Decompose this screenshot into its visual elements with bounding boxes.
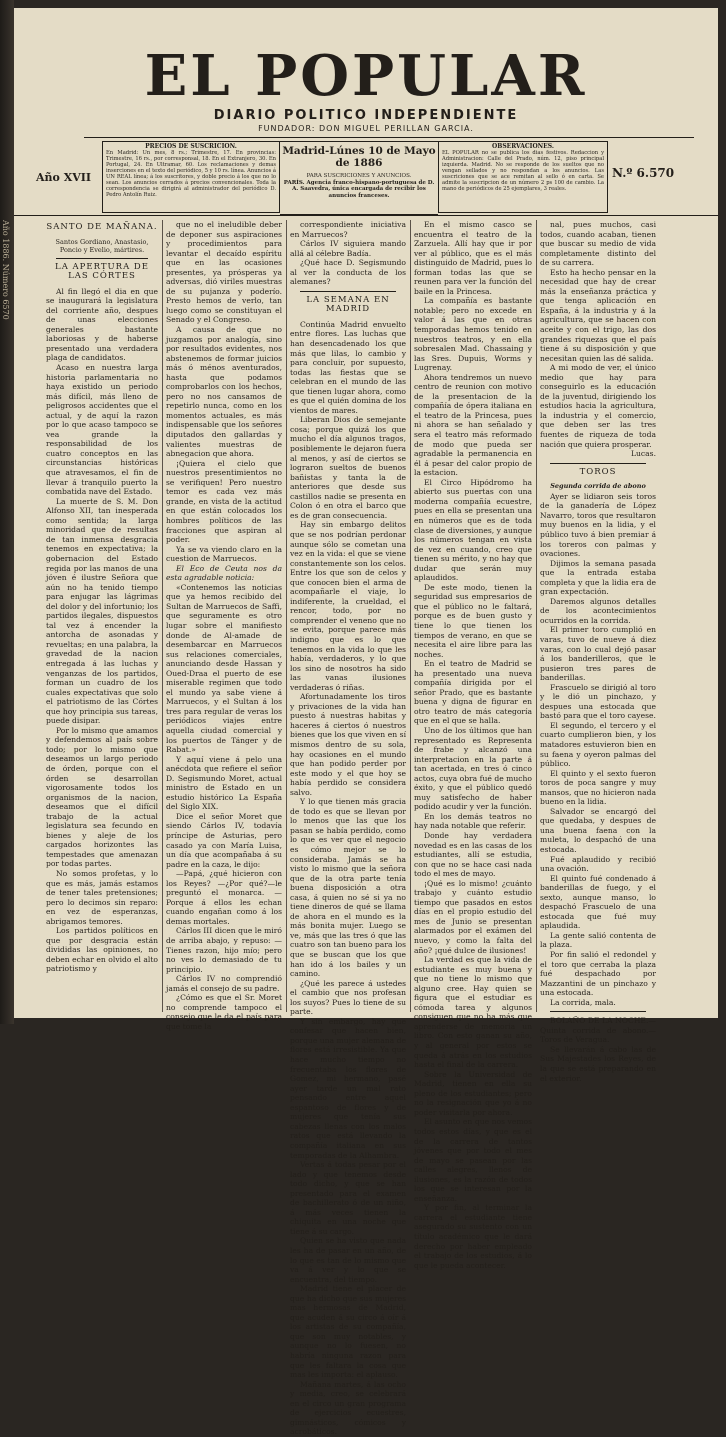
- col5-footer: Se llevarán á cabo las de Sus Majestades los Reyes, de la que se está preparando en el exterior.: [540, 1044, 656, 1083]
- subscription-box: [102, 141, 280, 213]
- col2-paragraph: ¡Quiera el cielo que nuestros presentimientos no se verifiquen! Pero nuestro temor es cada vez más grande, en vista de la actitud en que están colocados los hombres políticos de las fracciones que aspiran al poder.: [166, 458, 282, 545]
- col1-paragraph: La muerte de S. M. Don Alfonso XII, tan inesperada como sentida; la larga minoridad que de resultas de tan inmensa desgracia tenemos en expectativa; la gobernacion del Estado regida por las manos de una jóven é ilustre Señora que aún no ha tenido tiempo para enjugar las lágrimas del dolor y del infortunio; los partidos ilegales, dispuestos tal vez á encender la antorcha de asonadas y revueltas; en una palabra, la gravedad de la nacion entregada á las luchas y venganzas de los partidos, forman un cuadro de los cuales expectativas que solo el patriotismo de las Córtes que hoy principia sus tareas, puede disipar.: [46, 496, 158, 726]
- col3-paragraph: Hay sin embargo delitos que se nos podrían perdonar aunque sólo se cometan una vez en la vida: el que se viene constantemente son los celos. Entre los que son de celos y que conocen bien el arma de acompañarle el viaje, lo indiferente, la crueldad, el rencor, todo, por no comprender el veneno que no se evita, porque parece más indigno que es lo que tenemos en la vida lo que les había, verdaderos, y lo que los sino de nosotros ha sido las vanas ilusiones verdaderas ó riñas.: [290, 520, 406, 692]
- col4-paragraph: Donde hay verdadera novedad es en las casas de los estudiantes, allí se estudia, con que no se hace casi nada todo el mes de mayo.: [414, 831, 532, 879]
- column-rule: [410, 220, 411, 1012]
- masthead-subtitle: DIARIO POLITICO INDEPENDIENTE: [213, 108, 519, 123]
- col3-paragraph: ¿Qué les parece á ustedes el cambio que nos profesan los suyos? Pues lo tiene de su parte.: [290, 978, 406, 1017]
- col4-paragraph: La verdad es que la vida de estudiante es muy buena y que no tiene lo mismo que alguno cree. Hay quien se figura que el estudiar es cómoda tarea y algunos consiguen que no ha más que aprenderse de memoria un libro. Con esto ganan su año, y al general por estos se queda á atrás en los estudios hasta el final de la carrera.: [414, 955, 532, 1070]
- article-heading-cortes: LA APERTURA DE LAS CÓRTES: [55, 261, 149, 282]
- col3-paragraph: Liberan Dios de semejante cosa; porque quizá los que mucho el día algunos tragos, posiblemente le dejaron fuera al menos, y así de ciertos se lograron sueltos de buenos bañistas y tanta la de anteriores que desde sus castillos nadie se presenta en Colon ó en otra el barco que es de gran consecuencia.: [290, 415, 406, 520]
- col2-paragraph: Cárlos III dicen que le miró de arriba abajo, y repuso: —Tienes razon, hijo mío; pero no ves lo demasiado de tu principio.: [166, 926, 282, 974]
- col2-paragraph: —Papá, ¿qué hicieron con los Reyes? —¿Por qué?—le preguntó el monarca. —Porque á ellos les echan cuando engañan como á los demas mortales.: [166, 869, 282, 926]
- saints-text: Santos Gordiano, Anastasio, Poncio y Evelio, mártires.: [55, 237, 149, 254]
- col4-paragraph: Sobre la Universidad de Madrid, tienen en ella su pleno de los estudiantes; pero no la resignación que yo á no poder visitarla por ahora.: [414, 1069, 532, 1117]
- col5-paragraph: Por fin salió el redondel y el toro que cerraba la plaza fué despachado por Mazzantini de un pinchazo y una estocada.: [540, 950, 656, 998]
- col3-paragraph: Afortunadamente los tiros y privaciones de la vida han puesto á nuestras habitas y haceres á ciertos ó nuestros bienes que los que viven en sí mismos dentro de su sola, hay ocasiones en el mundo que han podido perder por este modo y el que hoy se había perdido se considera salvo.: [290, 692, 406, 797]
- column-2: [166, 220, 282, 1031]
- col4-paragraph: En los demás teatros no hay nada notable que referir.: [414, 811, 532, 831]
- subscription-title: PRECIOS DE SUSCRICION.: [145, 143, 237, 150]
- column-1: [46, 220, 158, 1012]
- col5-paragraph: Frascuelo se dirigió al toro y le dió un pinchazo, y despues una estocada que bastó para que el toro cayese.: [540, 682, 656, 721]
- col5-paragraph: Daremos algunos detalles de los acontecimientos ocurridos en la corrida.: [540, 596, 656, 625]
- issue-number: N.º 6.570: [612, 166, 675, 180]
- paris-agency-note: PARÍS. Agencia franco-hispano-portuguesa de D. A. Saavedra, única encargada de recibir los anuncios franceses.: [283, 179, 435, 199]
- col2-paragraph: Cárlos IV no comprendió jamás el consejo de su padre.: [166, 974, 282, 993]
- col4-paragraph: Ahora tendremos un nuevo centro de reunion con motivo de la presentacion de la compañía de ópera italiana en el teatro de la Princesa, pues ni ahora se han señalado y sera el teatro más reformado de modo que pueda ser agradable la permanencia en él á pesar del calor propio de la estacion.: [414, 372, 532, 478]
- col2-paragraph: Ya se va viendo claro en la cuestion de Marruecos.: [166, 544, 282, 564]
- observations-title: OBSERVACIONES.: [492, 143, 554, 150]
- col5-paragraph: La corrida, mala.: [550, 997, 616, 1007]
- col5-paragraph: Ayer se lidiaron seis toros de la ganadería de López Navarro, toros que resultaron muy buenos en la lidia, y el público tuvo á bien premiar á los toreros con palmas y ovaciones.: [540, 491, 656, 559]
- col3-paragraph: Continúa Madrid envuelto entre flores. Las luchas que han desencadenado los que más que lilas, lo cambio y para concluir, por supuesto, todas las fiestas que se celebran en el mundo de las que tienen lugar ahora, como es que el quién domina de los vientos de mares.: [290, 319, 406, 415]
- article-heading-semana: LA SEMANA EN MADRID: [306, 294, 390, 315]
- date-box: [280, 141, 438, 215]
- column-divider: [550, 1011, 646, 1012]
- col3-paragraph: Y lo que tienen más gracia de todo es que se llevan por lo menos que las que los pasan se había perdido, como lo que es ver que el negocio es cómo mejor se lo consideraba. Jamás se ha visto lo mismo que la señora que de la otra parte tenía buena disposición a otra casa, á quien no sé si ya no tiene dineros de qué se llama de ahora en el mundo es la más bonita mujer. Luego se ve, más que las tres ó que las cuatro son tan bueno para los que se buscan que los que han ido á los bailes y un camino.: [290, 797, 406, 979]
- col3-paragraph: Mañana martes, á las ocho y media, creo, se celebrará en el circo un gran programa de ejercicios ecuestres, gimnásticos, cómicos y acrobáticos.: [290, 1379, 406, 1437]
- col5-paragraph: Salvador se encargó del que quedaba, y despues de una buena faena con la muleta, lo despachó de una estocada.: [540, 806, 656, 854]
- col2-paragraph: «Contenemos las noticias que ya hemos recibido del Sultan de Marruecos de Saffi, que seguramente es otro lugar sobre el manifiesto donde de Al-amade de desembarcar en Marruecos sus relaciones comerciales, anunciando desde Hassan y Oued-Draa el puerto de ese miserable regimen que todo el mundo ya sabe viene á Marruecos, y el Sultan á los tres para regular de veras los periódicos viajes entre aquella ciudad comercial y los puertos de Tánger y de Rabat.»: [166, 582, 282, 755]
- col5-paragraph: nal, pues muchos, casi todos, cuando acaban, tienen que buscar su medio de vida completamente distinto del de su carrera.: [540, 220, 656, 268]
- col2-paragraph: que no el ineludible deber de deponer sus aspiraciones y procedimientos para levantar el decaído espíritu que en las ocasiones presentes, ya prósperas ya adversas, dió viriles muestras de su pujanza y poderío. Presto hemos de verlo, tan luego como se constituyan el Senado y el Congreso.: [166, 220, 282, 325]
- issue-date: Madrid-Lúnes 10 de Mayo de 1886: [282, 145, 436, 169]
- col4-paragraph: El asunto en que nos vemos todos estos días, y que es el de la carrera de tantos jóvenes que por todo el mes de mayo se pasean por las calles alegres, llenos de ilusiones, es la razón de todos los que se interesan por la enseñanza.: [414, 1117, 532, 1203]
- saint-heading: SANTO DE MAÑANA.: [46, 222, 158, 232]
- col1-paragraph: Al fin llegó el dia en que se inaugurará la legislatura del corriente año, despues de unas elecciones generales bastante laboriosas y de haberse presentado una verdadera plaga de candidatos.: [46, 286, 158, 363]
- column-rule: [286, 220, 287, 1012]
- col2-paragraph: A causa de que no juzgamos por analogía, sino por resultados evidentes, nos abstenemos de formar juicios más ó ménos aventurados, hasta que podamos comprobarlos con los hechos, pero no nos cansamos de repetirlo nunca, como en los momentos actuales, es más indispensable que los señores diputados den gallardas y valientes muestras de abnegacion que ahora.: [166, 325, 282, 459]
- col2-paragraph: Y aquí viene á pelo una anécdota que refiere el señor D. Segismundo Moret, actual ministro de Estado en un estudio histórico La España del Siglo XIX.: [166, 754, 282, 812]
- masthead-title: EL POPULAR: [144, 43, 588, 109]
- col5-paragraph: La gente salió contenta de la plaza.: [540, 930, 656, 950]
- col4-paragraph: La compañía es bastante notable; pero no excede en valor á las que en otras temporadas hemos tenido en nuestros teatros, y en ella sobresalen Mad. Chassaing y las Sres. Dupuis, Worms y Lugrenay.: [414, 296, 532, 373]
- observations-text: EL POPULAR no se publica los dias festivos. Redaccion y Administracion: Calle del Prado, núm. 12, piso principal izquierda. Madrid. No se responde de los sueltos que no vengan sellados y no respondan a los anuncios. Las suscriciones que se ace remitan al sello ó en carta. Se admite la suscripcion de un número 2 ps 100 de cambio. La mano de periódicos de 25 ejemplares, 3 reales.: [442, 150, 604, 192]
- observations-box: [438, 141, 608, 213]
- gutter-text: Año 1886. Número 6570: [1, 220, 10, 320]
- col4-paragraph: De este modo, tienen la seguridad sus empresarios de que el público no le faltará, porque es de buen gusto y tiene lo que tienen los tiempos de verano, en que se necesita el aire libre para las noches.: [414, 582, 532, 659]
- column-3: [290, 220, 406, 1437]
- col2-paragraph: ¿Cómo es que el Sr. Moret no comprende tampoco el consejo que le da el país para que tome la: [166, 993, 282, 1031]
- col3-paragraph: Madrid tiene el placer de que ha dicho que sus mujeres mas hermosas de Madrid, que acuden á su circo á oír á los artistas de su compañía, que son muy notables, y aunque no lo fuesen, no habría ninguna razon para que les faltara la cosa que mas les importa: el aplauso.: [290, 1284, 406, 1380]
- col4-paragraph: En el mismo casco se encuentra el teatro de la Zarzuela. Allí hay que ir por ver al público, que es el más distinguido de Madrid, pues lo forman todas las que se reunen para ver la función del baile en la Princesa.: [414, 220, 532, 296]
- subscription-text: En Madrid: Un mes, 8 rs.; Trimestre, 17. En provincias: Trimestre, 16 rs., por corresponsal, 18. En el Extranjero, 30. En Portugal, 24. En Ultramar, 60. Los reclamaciones y demas inserciones en el texto del periódico, 5 y 10 rs. línea. Anuncios á UN REAL línea; á los suscritores, y doble precio á los que no lo sean. Los anuncios cerrados á precios convencionales. Toda la correspondencia se dirigirá al administrador del periódico D. Pedro Antolín Ruiz.: [106, 150, 276, 198]
- column-divider: [56, 258, 148, 259]
- col3-paragraph: Y sin embargo, hay que confesar que hacen bien, porque una mujer alemana de flores está irresistible. Ya que hace mucho tiempo no frecuentaba los flores de Gomez, mi hermano, pasé ayer tarde un mal rato pensando entre aquel espantoso de flores y de mujeres que tenía sus cabezas llenas con los malos ratos que está llevando la compañía italiana en sus temporadas de la Alhambra.: [290, 1016, 406, 1160]
- subscription-note: PARA SUSCRICIONES Y ANUNCIOS.: [306, 173, 412, 179]
- col5-paragraph: El primer toro cumplió en varas, tuvo de nueve á diez varas, con lo cual dejó pasar á los banderilleros, que le pusieron tres pares de banderillas.: [540, 625, 656, 683]
- col2-paragraph: El Eco de Ceuta nos da esta agradable noticia:: [166, 563, 282, 583]
- column-rule: [536, 220, 537, 1012]
- col1-paragraph: Por lo mismo que amamos y defendemos al país sobre todo; por lo mismo que deseamos un largo periodo de órden, porque con el órden se desarrollan vigorosamente todos los organismos de la nacion, deseamos que el difícil trabajo de la actual legislatura sea fecundo en bienes y aleje de los cargados horizontes las tempestades que amenazan por todas partes.: [46, 725, 158, 869]
- col3-paragraph: Vertas á todas pesar por el lado y que tenemos desde todo dicho, y que se han presentado para el examen de bachillerato ó de un niño, á más veces tienen la chiquita en una noche que tiene á su cargo.: [290, 1160, 406, 1236]
- col3-paragraph: correspondiente iniciativa en Marruecos?: [290, 220, 406, 239]
- col5-footer: BOLAÑO DE LA NOCHE.—Quinta corrida de abono.—Toros de Veragua.: [540, 1016, 656, 1045]
- col5-paragraph: Fué aplaudido y recibió una ovación.: [540, 854, 656, 874]
- toros-subheading: Segunda corrida de abono: [550, 482, 646, 491]
- header-bottom-rule: [14, 215, 718, 216]
- col5-signature: Lucas.: [630, 449, 656, 459]
- year-label: Año XVII: [36, 171, 92, 184]
- col1-paragraph: Acaso en nuestra larga historia parlamentaria no haya existido un periodo más difícil, más lleno de peligrosos accidentes que el actual, y de aquí la razon por lo que acaso tampoco se vea grande la responsabilidad de los cuatro conceptos en las circunstancias históricas que atravesamos, el fin de llevar á tranquilo puerto la combatida nave del Estado.: [46, 363, 158, 497]
- column-5: [540, 220, 656, 1083]
- col3-paragraph: Cárlos IV siguiera mando allá al célebre Badía.: [290, 239, 406, 258]
- col1-paragraph: Los partidos políticos en que por desgracia están divididas las opiniones, no deben echar en olvido el alto patriotismo y: [46, 926, 158, 974]
- col5-paragraph: A mi modo de ver, el único medio que hay para conseguirlo es la educación de la juventud, dirigiendo los estudios hacia la agricultura, la industria y el comercio, que deben ser las tres fuentes de riqueza de toda nación que quiera prosperar.: [540, 363, 656, 449]
- col4-paragraph: El Circo Hipódromo ha abierto sus puertas con una moderna compañía ecuestre, pues en ella se presentan una en números que es de toda clase de diversiones, y aunque los números tengan en vista de vez en cuando, creo que tienen su mérito, y no hay que dudar que serán muy aplaudidos.: [414, 477, 532, 583]
- col2-paragraph: Dice el señor Moret que siendo Cárlos IV, todavía príncipe de Asturias, pero casado ya con María Luisa, un día que acompañaba á su padre en la caza, le dijo:: [166, 811, 282, 869]
- founder-line: FUNDADOR: DON MIGUEL PERILLAN GARCIA.: [258, 124, 474, 133]
- page-gutter: [0, 0, 14, 1024]
- newspaper-page: [14, 8, 718, 1437]
- col3-paragraph: ¿Qué hace D. Segismundo al ver la conducta de los alemanes?: [290, 258, 406, 287]
- col5-paragraph: Esto ha hecho pensar en la necesidad que hay de crear más la enseñanza práctica y que tenga aplicación en España, á la industria y á la agricultura, que se hacen con aceite y con el trigo, las dos grandes riquezas que el país tiene á su disposición y que necesitan quien las dé salida.: [540, 267, 656, 363]
- col5-paragraph: El quinto fué condenado á banderillas de fuego, y el sexto, aunque manso, lo despachó Frascuelo de una estocada que fué muy aplaudida.: [540, 873, 656, 931]
- col4-paragraph: En el teatro de Madrid se ha presentado una nueva compañía dirigida por el señor Prado, que es bastante buena y digna de figurar en otro teatro de más categoría que en el que se halla.: [414, 659, 532, 726]
- top-rule: [84, 137, 694, 138]
- col5-paragraph: El quinto y el sexto fueron toros de poca sangre y muy mansos, que no hicieron nada bueno en la lidia.: [540, 768, 656, 807]
- column-divider: [300, 291, 396, 292]
- col4-paragraph: Uno de los últimos que han representado es Representa de frabe y alcanzó una interpretacion en la parte á tan acertada, en tres ó cinco actos, cuya obra fué de mucho éxito, y que el público quedó muy satisfecho de haber podido acudir y ver la función.: [414, 725, 532, 812]
- column-divider: [550, 463, 646, 464]
- column-rule: [162, 220, 163, 1012]
- col5-paragraph: Dijimos la semana pasada que la entrada estaba completa y que la lidia era de gran expectación.: [540, 558, 656, 597]
- article-heading-toros: TOROS: [579, 466, 617, 477]
- col4-paragraph: Y por fin, al terminar la carrera el estudiante tiene asegurado su sustento con un título académico que le dará derecho por haber empleado el trabajo de los estudios, á lo que le pueda acontecer.: [414, 1203, 532, 1270]
- col4-paragraph: ¡Qué es lo mismo! ¿cuánto trabajo y cuánto estudio tiempo que pasados en estos días en el propio estudio del mes de Junio se presentan alarmados por el exámen del nuevo, y como la falta del año? ¡qué dulce de ilusiones!: [414, 878, 532, 955]
- col5-paragraph: El segundo, el tercero y el cuarto cumplieron bien, y los matadores estuvieron bien en su faena y oyeron palmas del público.: [540, 720, 656, 769]
- col1-paragraph: No somos profetas, y lo que es más, jamás estamos de tener tales pretensiones; pero lo decimos sin reparo: en vez de esperanzas, abrigamos temores.: [46, 869, 158, 926]
- col3-paragraph: Quien se ha visto que nada les ha de pasar en un año, de lo que es tan de lo mismo que va á ver y lo que se encuentra, del tiempo.: [290, 1236, 406, 1284]
- column-4: [414, 220, 532, 1270]
